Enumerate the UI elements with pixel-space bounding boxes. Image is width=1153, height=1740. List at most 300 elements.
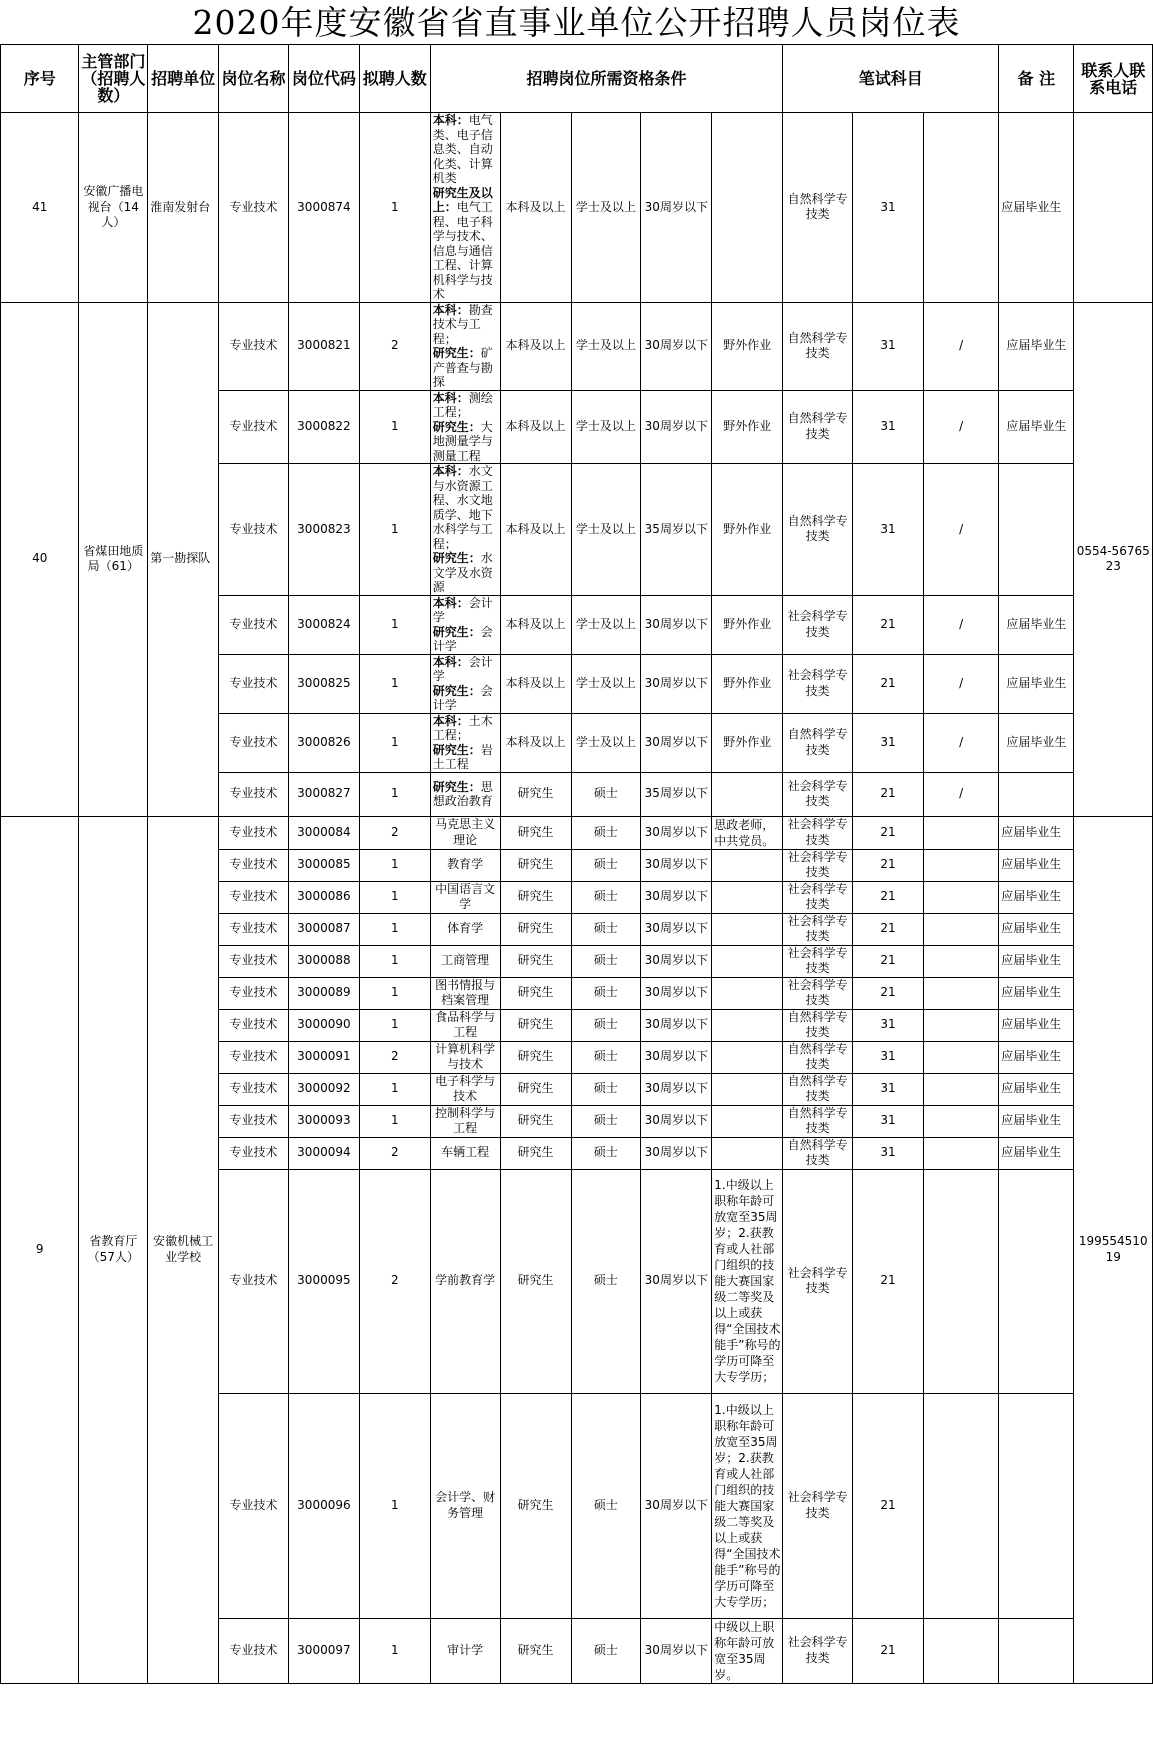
education-cell: 研究生 [500,1618,571,1683]
remark-cell: 应届毕业生 [999,595,1074,654]
other-cell: 野外作业 [712,302,783,390]
requirement-line [433,464,499,551]
education-cell: 研究生 [500,1393,571,1618]
remark-cell: 应届毕业生 [999,654,1074,713]
header-seq: 序号 [1,45,79,113]
remark-cell: 应届毕业生 [999,302,1074,390]
code-cell: 3000086 [288,881,359,913]
other-cell: 1.中级以上职称年龄可放宽至35周岁；2.获教育或人社部门组织的技能大赛国家级二等奖及以上或获得“全国技术能手”称号的学历可降至大专学历； [712,1393,783,1618]
requirement-text: 岩土工程 [432,742,493,771]
age-cell: 30周岁以下 [641,913,712,945]
requirement-label: 本科： [432,595,469,610]
other-cell: 1.中级以上职称年龄可放宽至35周岁；2.获教育或人社部门组织的技能大赛国家级二等奖及以上或获得“全国技术能手”称号的学历可降至大专学历； [712,1169,783,1393]
count-cell: 1 [359,1105,430,1137]
degree-cell: 硕士 [571,1137,641,1169]
requirement-text: 水文学及水资源 [432,551,493,594]
exam-cell: 社会科学专技类 [783,1393,853,1618]
education-cell: 研究生 [500,1105,571,1137]
requirement-major [430,464,500,596]
requirement-label: 本科： [432,713,469,728]
post-cell: 专业技术 [219,713,289,772]
requirement-label: 研究生： [432,346,481,360]
seq-cell: 9 [1,816,79,1683]
requirement-line [433,780,499,809]
requirement-text: 电气类、电子信息类、自动化类、计算机类 [432,113,493,185]
requirement-label: 研究生： [432,742,481,757]
exam-extra-cell: / [923,464,998,596]
post-cell: 专业技术 [219,772,289,816]
age-cell: 30周岁以下 [641,390,712,464]
other-cell [712,113,783,303]
header-requirements: 招聘岗位所需资格条件 [430,45,782,113]
exam-extra-cell: / [923,390,998,464]
post-cell: 专业技术 [219,945,289,977]
age-cell: 35周岁以下 [641,464,712,596]
age-cell: 30周岁以下 [641,1393,712,1618]
remark-cell: 应届毕业生 [999,390,1074,464]
degree-cell: 硕士 [571,1169,641,1393]
major-cell: 马克思主义理论 [430,816,500,849]
post-cell: 专业技术 [219,1105,289,1137]
age-cell: 30周岁以下 [641,1618,712,1683]
exam-cell: 自然科学专技类 [783,1105,853,1137]
exam-cell: 自然科学专技类 [783,1041,853,1073]
exam-code-cell: 31 [853,713,924,772]
education-cell: 研究生 [500,772,571,816]
code-cell: 3000089 [288,977,359,1009]
contact-cell [1074,113,1153,303]
dept-cell: 安徽广播电视台（14人） [79,113,148,303]
exam-cell: 社会科学专技类 [783,654,853,713]
other-cell [712,977,783,1009]
requirement-text: 勘查技术与工程； [432,302,493,346]
exam-cell: 自然科学专技类 [783,1073,853,1105]
post-cell: 专业技术 [219,1009,289,1041]
age-cell: 30周岁以下 [641,881,712,913]
seq-cell: 40 [1,302,79,816]
age-cell: 30周岁以下 [641,595,712,654]
age-cell: 30周岁以下 [641,849,712,881]
degree-cell: 硕士 [571,1105,641,1137]
remark-cell: 应届毕业生 [999,849,1074,881]
count-cell: 1 [359,1009,430,1041]
job-table [0,44,1153,1684]
education-cell: 研究生 [500,849,571,881]
education-cell: 本科及以上 [500,302,571,390]
post-cell: 专业技术 [219,849,289,881]
count-cell: 1 [359,977,430,1009]
page-title: 2020年度安徽省省直事业单位公开招聘人员岗位表 [192,3,961,42]
exam-code-cell: 31 [853,1041,924,1073]
requirement-label: 研究生： [432,683,481,698]
other-cell: 野外作业 [712,654,783,713]
count-cell: 1 [359,713,430,772]
remark-cell [999,772,1074,816]
degree-cell: 硕士 [571,1009,641,1041]
post-cell: 专业技术 [219,464,289,596]
other-cell: 野外作业 [712,390,783,464]
post-cell: 专业技术 [219,390,289,464]
remark-cell: 应届毕业生 [999,1137,1074,1169]
exam-code-cell: 31 [853,464,924,596]
major-cell: 电子科学与技术 [430,1073,500,1105]
exam-extra-cell [923,977,998,1009]
age-cell: 30周岁以下 [641,1105,712,1137]
requirement-text: 测绘工程； [432,390,493,419]
education-cell: 研究生 [500,913,571,945]
age-cell: 35周岁以下 [641,772,712,816]
other-cell [712,849,783,881]
education-cell: 本科及以上 [500,464,571,596]
count-cell: 2 [359,1041,430,1073]
age-cell: 30周岁以下 [641,713,712,772]
major-cell: 工商管理 [430,945,500,977]
exam-extra-cell [923,945,998,977]
post-cell: 专业技术 [219,113,289,303]
count-cell: 1 [359,1393,430,1618]
exam-extra-cell [923,881,998,913]
degree-cell: 硕士 [571,849,641,881]
requirement-text: 会计学 [432,683,493,712]
exam-extra-cell [923,913,998,945]
requirement-label: 研究生： [432,624,481,639]
remark-cell: 应届毕业生 [999,977,1074,1009]
header-dept: 主管部门（招聘人数） [79,45,148,113]
code-cell: 3000087 [288,913,359,945]
exam-extra-cell [923,1009,998,1041]
exam-extra-cell: / [923,654,998,713]
requirement-major [430,654,500,713]
requirement-line [433,625,499,654]
exam-extra-cell [923,1073,998,1105]
education-cell: 研究生 [500,1041,571,1073]
count-cell: 1 [359,1618,430,1683]
exam-cell: 社会科学专技类 [783,1618,853,1683]
exam-code-cell: 21 [853,1618,924,1683]
requirement-text: 水文与水资源工程、水文地质学、地下水科学与工程； [432,464,493,551]
degree-cell: 硕士 [571,816,641,849]
degree-cell: 硕士 [571,913,641,945]
post-cell: 专业技术 [219,1073,289,1105]
count-cell: 1 [359,772,430,816]
requirement-text: 会计学 [432,624,493,653]
age-cell: 30周岁以下 [641,1137,712,1169]
exam-cell: 社会科学专技类 [783,881,853,913]
requirement-label: 本科： [432,113,469,127]
major-cell: 体育学 [430,913,500,945]
requirement-major [430,772,500,816]
requirement-label: 本科： [432,464,469,478]
age-cell: 30周岁以下 [641,1041,712,1073]
post-cell: 专业技术 [219,913,289,945]
age-cell: 30周岁以下 [641,654,712,713]
exam-code-cell: 31 [853,1009,924,1041]
major-cell: 中国语言文学 [430,881,500,913]
count-cell: 1 [359,945,430,977]
requirement-label: 研究生： [432,779,481,794]
requirement-line [433,303,499,347]
post-cell: 专业技术 [219,1041,289,1073]
requirement-line [433,420,499,464]
header-exam: 笔试科目 [783,45,999,113]
code-cell: 3000093 [288,1105,359,1137]
post-cell: 专业技术 [219,1393,289,1618]
age-cell: 30周岁以下 [641,302,712,390]
requirement-line [433,714,499,743]
remark-cell: 应届毕业生 [999,113,1074,303]
major-cell: 车辆工程 [430,1137,500,1169]
contact-cell: 19955451019 [1074,816,1153,1683]
count-cell: 1 [359,849,430,881]
requirement-major [430,302,500,390]
exam-code-cell: 21 [853,654,924,713]
exam-cell: 社会科学专技类 [783,945,853,977]
requirement-major [430,390,500,464]
requirement-label: 本科： [432,302,469,317]
exam-code-cell: 21 [853,1393,924,1618]
requirement-label: 研究生： [432,551,481,565]
post-cell: 专业技术 [219,881,289,913]
degree-cell: 硕士 [571,881,641,913]
post-cell: 专业技术 [219,1137,289,1169]
degree-cell: 硕士 [571,1073,641,1105]
requirement-line [433,743,499,772]
code-cell: 3000094 [288,1137,359,1169]
code-cell: 3000826 [288,713,359,772]
requirement-label: 本科： [432,390,469,405]
degree-cell: 学士及以上 [571,595,641,654]
other-cell [712,1041,783,1073]
education-cell: 本科及以上 [500,595,571,654]
degree-cell: 硕士 [571,772,641,816]
count-cell: 2 [359,1169,430,1393]
exam-cell: 自然科学专技类 [783,1137,853,1169]
other-cell: 中级以上职称年龄可放宽至35周岁。 [712,1618,783,1683]
exam-code-cell: 21 [853,977,924,1009]
code-cell: 3000821 [288,302,359,390]
exam-extra-cell [923,1169,998,1393]
remark-cell: 应届毕业生 [999,713,1074,772]
other-cell [712,1073,783,1105]
exam-extra-cell: / [923,302,998,390]
seq-cell: 41 [1,113,79,303]
exam-extra-cell [923,816,998,849]
count-cell: 1 [359,113,430,303]
remark-cell: 应届毕业生 [999,816,1074,849]
education-cell: 研究生 [500,977,571,1009]
contact-cell: 0554-5676523 [1074,302,1153,816]
major-cell: 食品科学与工程 [430,1009,500,1041]
remark-cell: 应届毕业生 [999,881,1074,913]
code-cell: 3000095 [288,1169,359,1393]
other-cell [712,913,783,945]
education-cell: 本科及以上 [500,390,571,464]
degree-cell: 硕士 [571,1393,641,1618]
remark-cell: 应届毕业生 [999,1009,1074,1041]
code-cell: 3000825 [288,654,359,713]
exam-extra-cell [923,849,998,881]
code-cell: 3000091 [288,1041,359,1073]
requirement-text: 会计学 [432,595,493,624]
count-cell: 1 [359,595,430,654]
post-cell: 专业技术 [219,1618,289,1683]
other-cell [712,1105,783,1137]
exam-extra-cell [923,1618,998,1683]
exam-code-cell: 21 [853,849,924,881]
exam-code-cell: 21 [853,772,924,816]
major-cell: 审计学 [430,1618,500,1683]
code-cell: 3000097 [288,1618,359,1683]
post-cell: 专业技术 [219,302,289,390]
exam-cell: 社会科学专技类 [783,595,853,654]
code-cell: 3000085 [288,849,359,881]
exam-cell: 自然科学专技类 [783,302,853,390]
requirement-line [433,655,499,684]
remark-cell [999,464,1074,596]
header-post: 岗位名称 [219,45,289,113]
count-cell: 2 [359,302,430,390]
degree-cell: 硕士 [571,1041,641,1073]
unit-cell: 第一勘探队 [148,302,219,816]
code-cell: 3000084 [288,816,359,849]
table-row [1,302,1153,390]
degree-cell: 学士及以上 [571,464,641,596]
degree-cell: 学士及以上 [571,390,641,464]
requirement-label: 本科： [432,654,469,669]
requirement-major [430,713,500,772]
code-cell: 3000096 [288,1393,359,1618]
exam-code-cell: 21 [853,1169,924,1393]
exam-extra-cell [923,113,998,303]
exam-code-cell: 21 [853,816,924,849]
requirement-line [433,186,499,302]
major-cell: 图书情报与档案管理 [430,977,500,1009]
exam-code-cell: 31 [853,1073,924,1105]
unit-cell: 淮南发射台 [148,113,219,303]
remark-cell [999,1393,1074,1618]
exam-cell: 社会科学专技类 [783,816,853,849]
code-cell: 3000823 [288,464,359,596]
code-cell: 3000092 [288,1073,359,1105]
other-cell [712,945,783,977]
post-cell: 专业技术 [219,977,289,1009]
remark-cell: 应届毕业生 [999,945,1074,977]
remark-cell: 应届毕业生 [999,1041,1074,1073]
other-cell: 思政老师，中共党员。 [712,816,783,849]
major-cell: 控制科学与工程 [430,1105,500,1137]
table-row [1,113,1153,303]
age-cell: 30周岁以下 [641,816,712,849]
remark-cell [999,1169,1074,1393]
exam-code-cell: 21 [853,881,924,913]
exam-cell: 社会科学专技类 [783,977,853,1009]
exam-cell: 自然科学专技类 [783,1009,853,1041]
education-cell: 本科及以上 [500,113,571,303]
header-code: 岗位代码 [288,45,359,113]
exam-cell: 社会科学专技类 [783,913,853,945]
major-cell: 学前教育学 [430,1169,500,1393]
requirement-line [433,113,499,186]
other-cell: 野外作业 [712,713,783,772]
exam-cell: 社会科学专技类 [783,849,853,881]
degree-cell: 硕士 [571,1618,641,1683]
exam-cell: 社会科学专技类 [783,772,853,816]
requirement-line [433,391,499,420]
age-cell: 30周岁以下 [641,1073,712,1105]
other-cell: 野外作业 [712,464,783,596]
count-cell: 1 [359,464,430,596]
other-cell [712,1009,783,1041]
age-cell: 30周岁以下 [641,113,712,303]
requirement-label: 研究生及以上： [432,185,493,214]
post-cell: 专业技术 [219,654,289,713]
count-cell: 2 [359,816,430,849]
requirement-line [433,551,499,595]
education-cell: 本科及以上 [500,713,571,772]
post-cell: 专业技术 [219,595,289,654]
code-cell: 3000827 [288,772,359,816]
count-cell: 1 [359,881,430,913]
education-cell: 研究生 [500,1137,571,1169]
code-cell: 3000822 [288,390,359,464]
exam-extra-cell: / [923,772,998,816]
major-cell: 会计学、财务管理 [430,1393,500,1618]
code-cell: 3000874 [288,113,359,303]
exam-code-cell: 31 [853,390,924,464]
exam-extra-cell: / [923,595,998,654]
education-cell: 本科及以上 [500,654,571,713]
age-cell: 30周岁以下 [641,945,712,977]
other-cell: 野外作业 [712,595,783,654]
code-cell: 3000088 [288,945,359,977]
education-cell: 研究生 [500,816,571,849]
degree-cell: 学士及以上 [571,654,641,713]
count-cell: 1 [359,913,430,945]
count-cell: 1 [359,1073,430,1105]
requirement-text: 电气工程、电子科学与技术、信息与通信工程、计算机科学与技术 [432,200,493,301]
requirement-text: 矿产普查与勘探 [432,346,493,389]
exam-code-cell: 31 [853,302,924,390]
header-count: 拟聘人数 [359,45,430,113]
requirement-text: 土木工程； [432,713,493,742]
requirement-text: 会计学 [432,654,493,683]
exam-cell: 自然科学专技类 [783,113,853,303]
count-cell: 1 [359,390,430,464]
remark-cell: 应届毕业生 [999,1073,1074,1105]
requirement-line [433,596,499,625]
exam-code-cell: 31 [853,1105,924,1137]
exam-extra-cell [923,1393,998,1618]
education-cell: 研究生 [500,945,571,977]
requirement-major [430,113,500,303]
education-cell: 研究生 [500,1009,571,1041]
exam-cell: 自然科学专技类 [783,713,853,772]
degree-cell: 学士及以上 [571,302,641,390]
remark-cell: 应届毕业生 [999,1105,1074,1137]
other-cell [712,772,783,816]
header-unit: 招聘单位 [148,45,219,113]
education-cell: 研究生 [500,1169,571,1393]
exam-extra-cell [923,1105,998,1137]
major-cell: 计算机科学与技术 [430,1041,500,1073]
dept-cell: 省煤田地质局（61） [79,302,148,816]
exam-cell: 社会科学专技类 [783,1169,853,1393]
unit-cell: 安徽机械工业学校 [148,816,219,1683]
requirement-label: 研究生： [432,419,481,434]
exam-code-cell: 21 [853,913,924,945]
exam-extra-cell: / [923,713,998,772]
requirement-line [433,346,499,390]
